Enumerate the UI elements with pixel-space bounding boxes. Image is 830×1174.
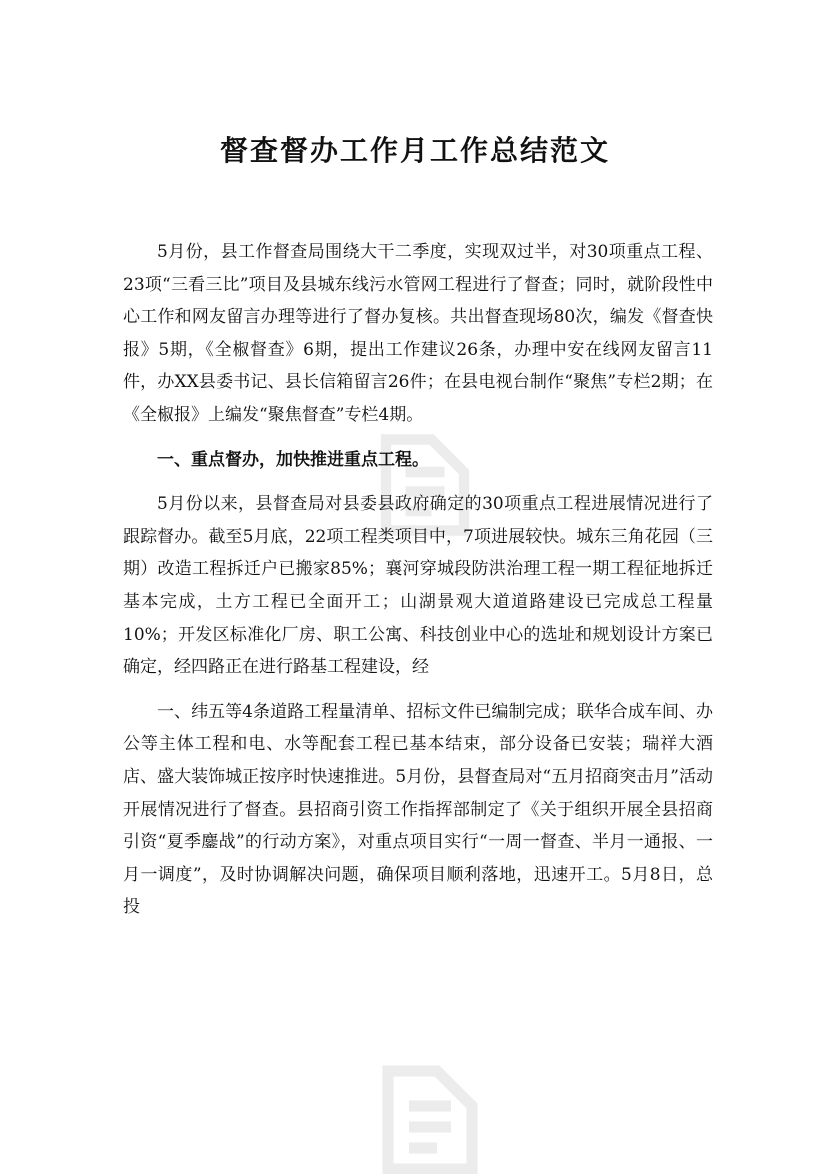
document-title: 督查督办工作月工作总结范文 (219, 133, 610, 167)
document-body (123, 236, 713, 936)
body-paragraph: 5月份，县工作督查局围绕大干二季度，实现双过半，对30项重点工程、23项“三看三比”项目及县城东线污水管网工程进行了督查；同时，就阶段性中心工作和网友留言办理等进行了督办复核。共出督查现场80次，编发《督查快报》5期，《全椒督查》6期，提出工作建议26条，办理中安在线网友留言11件，办XX县委书记、县长信箱留言26件；在县电视台制作“聚焦”专栏2期；在《全椒报》上编发“聚焦督查”专栏4期。 (123, 242, 713, 425)
section-heading: 一、重点督办，加快推进重点工程。 (157, 449, 429, 470)
body-paragraph: 5月份以来，县督查局对县委县政府确定的30项重点工程进展情况进行了跟踪督办。截至5月底，22项工程类项目中，7项进展较快。城东三角花园（三期）改造工程拆迁户已搬家85%；襄河穿城段防洪治理工程一期工程征地拆迁基本完成，土方工程已全面开工；山湖景观大道道路建设已完成总工程量10%；开发区标准化厂房、职工公寓、科技创业中心的选址和规划设计方案已确定，经四路正在进行路基工程建设，经 (123, 494, 713, 678)
watermark-icon (360, 1050, 500, 1174)
body-paragraph: 一、纬五等4条道路工程量清单、招标文件已编制完成；联华合成车间、办公等主体工程和电、水等配套工程已基本结束，部分设备已安装；瑞祥大酒店、盛大装饰城正按序时快速推进。5月份，县督查局对“五月招商突击月”活动开展情况进行了督查。县招商引资工作指挥部制定了《关于组织开展全县招商引资“夏季鏖战”的行动方案》，对重点项目实行“一周一督查、半月一通报、一月一调度”，及时协调解决问题，确保项目顺利落地，迅速开工。5月8日，总投 (123, 701, 713, 918)
